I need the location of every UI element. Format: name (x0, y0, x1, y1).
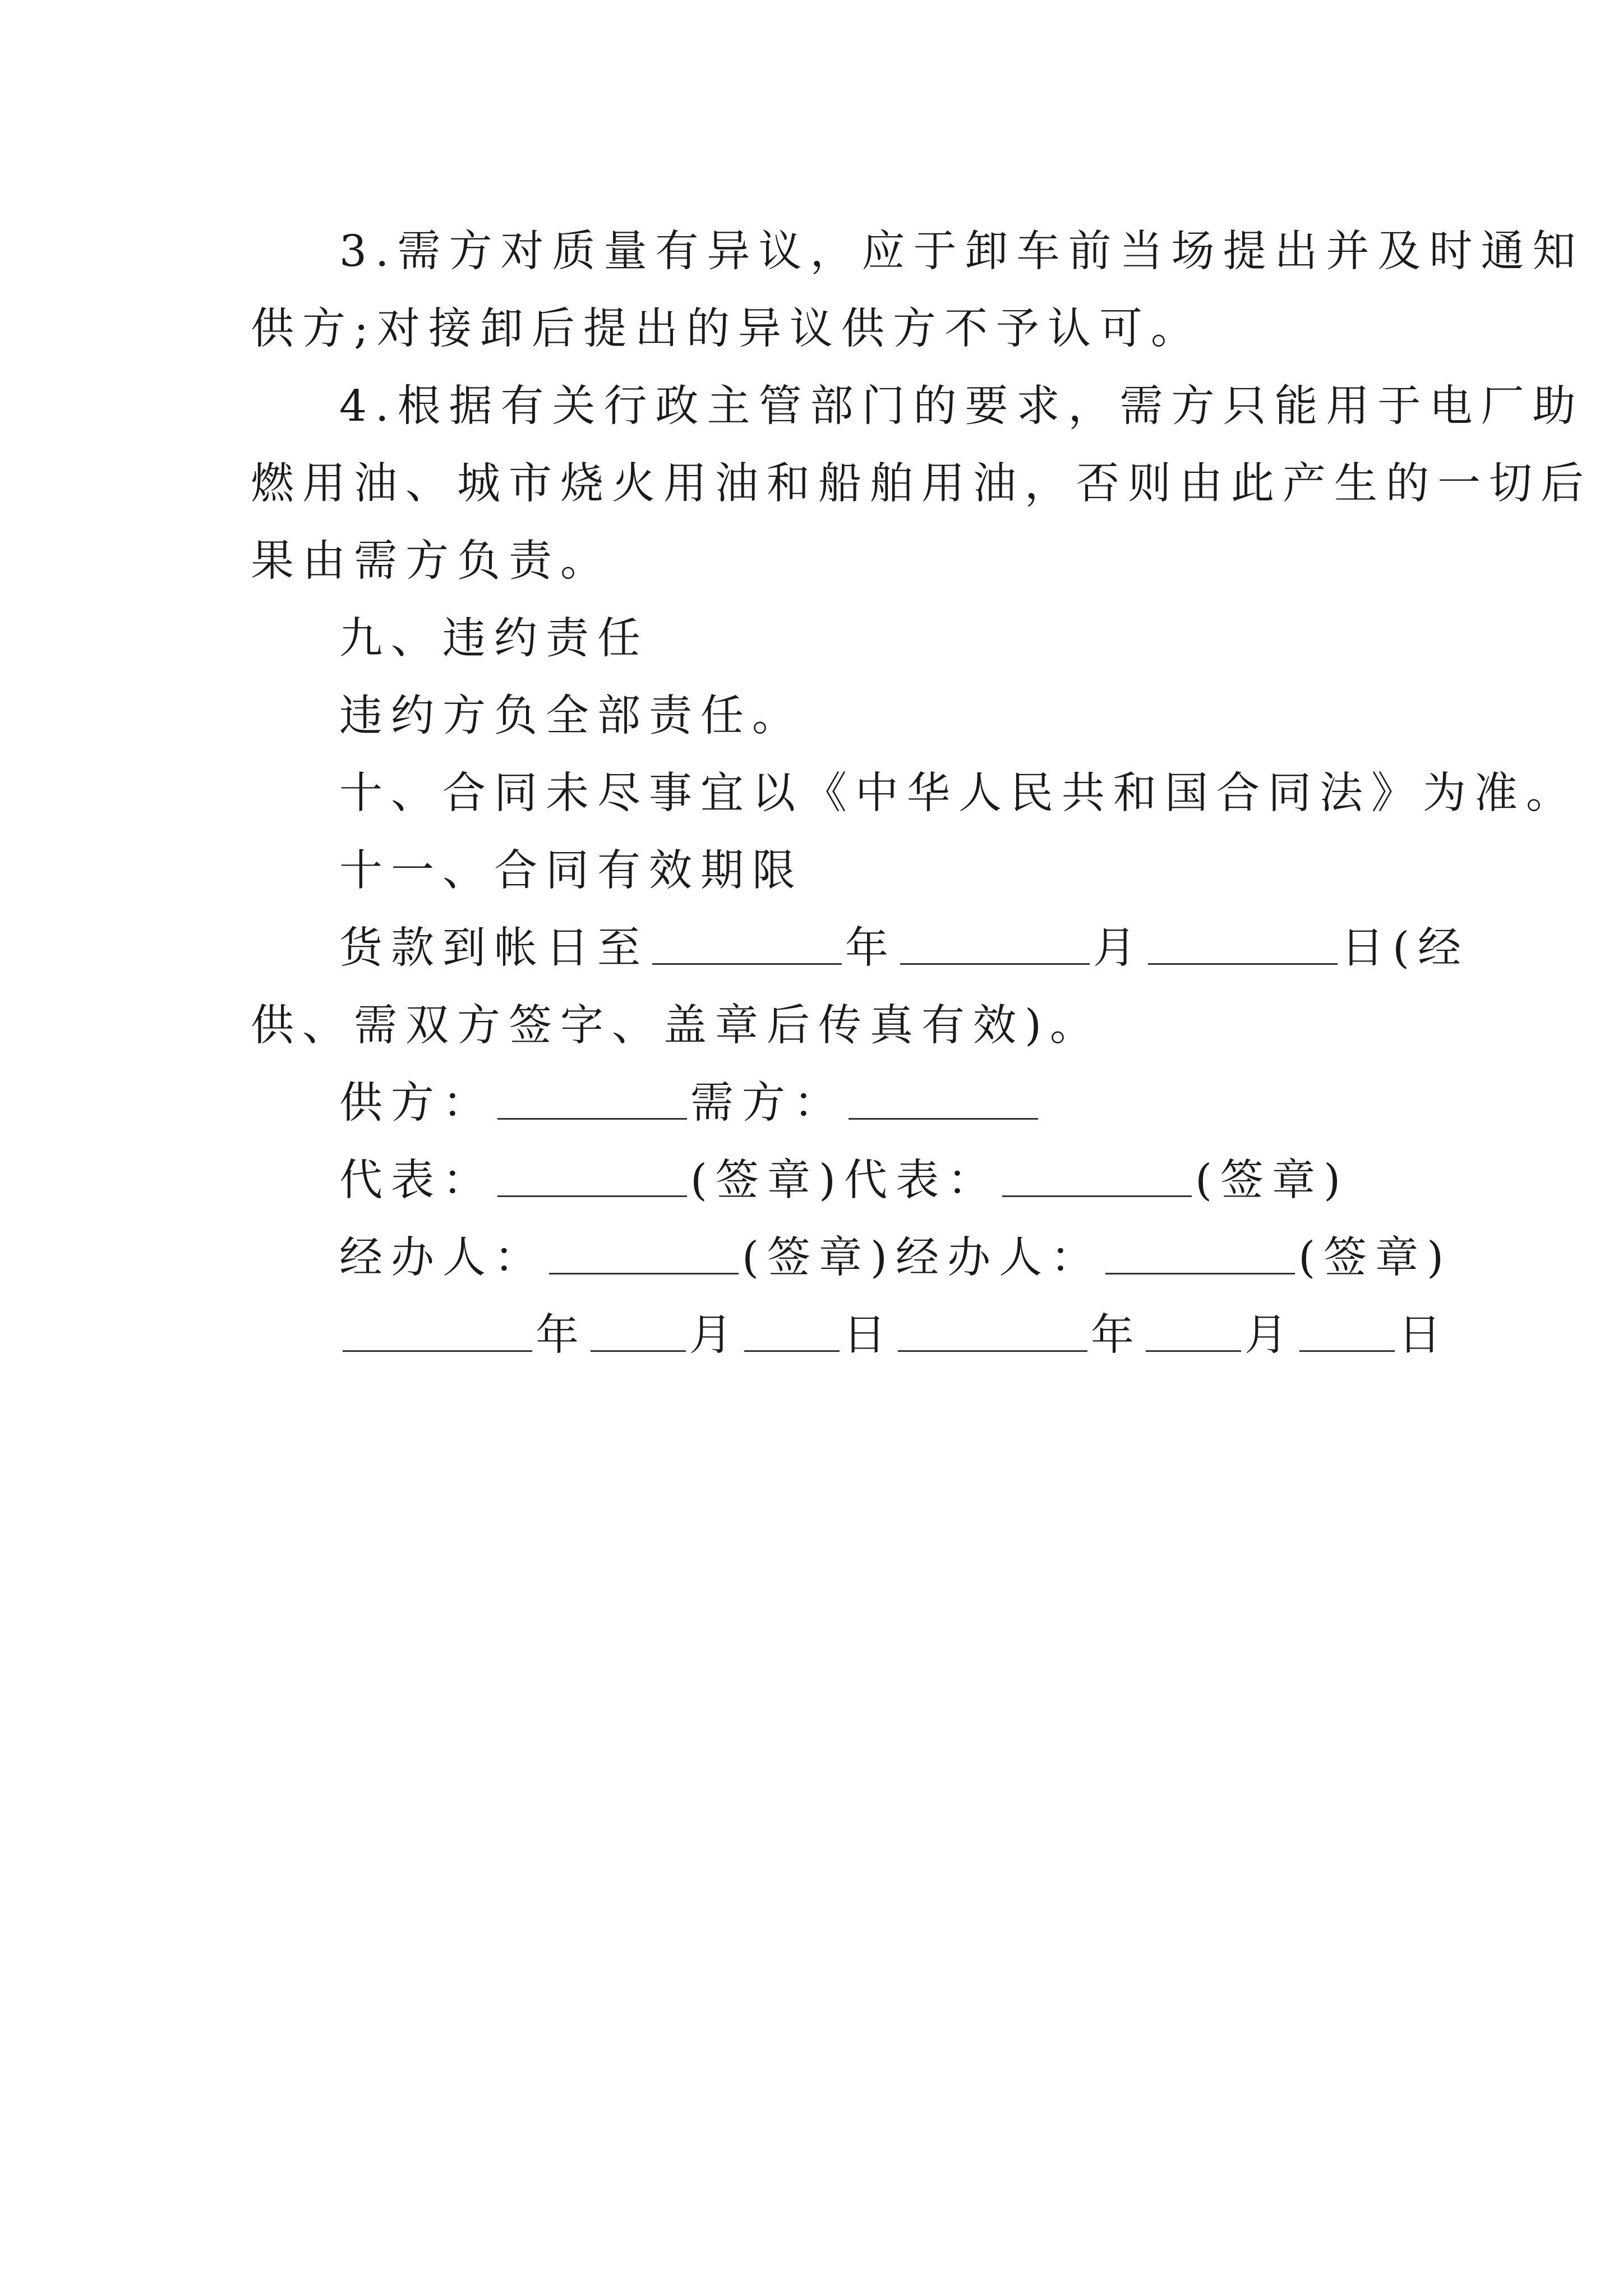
contract-text (251, 213, 1592, 1374)
item4-line3: 果由需方负责。 (251, 536, 612, 586)
validity-line2: 供、需双方签字、盖章后传真有效)。 (251, 1001, 1102, 1051)
validity-year-label: 年 (845, 923, 897, 973)
buyer-month-label: 月 (1244, 1310, 1296, 1360)
buyer-rep-blank (1002, 1154, 1192, 1197)
buyer-handler-label: 经办人： (896, 1233, 1103, 1283)
supplier-rep-seal: (签章) (690, 1156, 845, 1205)
party-line (251, 1065, 1378, 1142)
validity-month-label: 月 (1093, 923, 1145, 973)
buyer-month-blank (1146, 1309, 1241, 1352)
section9-title: 九、违约责任 (339, 614, 649, 664)
validity-day-blank (1148, 922, 1338, 965)
representative-line (251, 1142, 1378, 1220)
validity-day-label: 日 (1341, 923, 1393, 973)
supplier-month-blank (591, 1309, 686, 1352)
supplier-blank (497, 1076, 687, 1120)
signature-date-line (251, 1297, 1450, 1374)
section9-body: 违约方负全部责任。 (339, 691, 804, 741)
item4-line2: 燃用油、城市烧火用油和船舶用油，否则由此产生的一切后 (251, 459, 1592, 509)
section11-title: 十一、合同有效期限 (339, 846, 804, 896)
buyer-year-label: 年 (1091, 1310, 1142, 1360)
supplier-year-blank (343, 1309, 532, 1352)
buyer-label: 需方： (690, 1078, 845, 1128)
supplier-rep-blank (497, 1154, 687, 1197)
supplier-handler-blank (549, 1231, 739, 1274)
item3-line2: 供方;对接卸后提出的异议供方不予认可。 (251, 304, 1202, 354)
supplier-year-label: 年 (536, 1310, 587, 1360)
supplier-rep-label: 代表： (339, 1156, 494, 1205)
buyer-day-blank (1299, 1309, 1395, 1352)
validity-prefix: 货款到帐日至 (339, 923, 649, 973)
item3-line1: 3.需方对质量有异议，应于卸车前当场提出并及时通知 (339, 227, 1584, 277)
buyer-year-blank (898, 1309, 1087, 1352)
buyer-handler-blank (1105, 1231, 1295, 1274)
handler-line (251, 1220, 1453, 1297)
supplier-month-label: 月 (689, 1310, 741, 1360)
validity-line1 (251, 910, 1470, 987)
supplier-day-blank (744, 1309, 840, 1352)
validity-suffix: (经 (1393, 923, 1470, 973)
validity-year-blank (652, 922, 842, 965)
supplier-label: 供方： (339, 1078, 494, 1128)
buyer-handler-seal: (签章) (1298, 1233, 1453, 1283)
supplier-handler-label: 经办人： (339, 1233, 546, 1283)
buyer-rep-seal: (签章) (1195, 1156, 1349, 1205)
buyer-blank (849, 1076, 1038, 1120)
buyer-day-label: 日 (1398, 1310, 1450, 1360)
supplier-handler-seal: (签章) (742, 1233, 896, 1283)
validity-month-blank (900, 922, 1090, 965)
section10: 十、合同未尽事宜以《中华人民共和国合同法》为准。 (339, 769, 1578, 818)
supplier-day-label: 日 (843, 1310, 895, 1360)
item4-line1: 4.根据有关行政主管部门的要求，需方只能用于电厂助 (339, 381, 1584, 431)
buyer-rep-label: 代表： (844, 1156, 999, 1205)
